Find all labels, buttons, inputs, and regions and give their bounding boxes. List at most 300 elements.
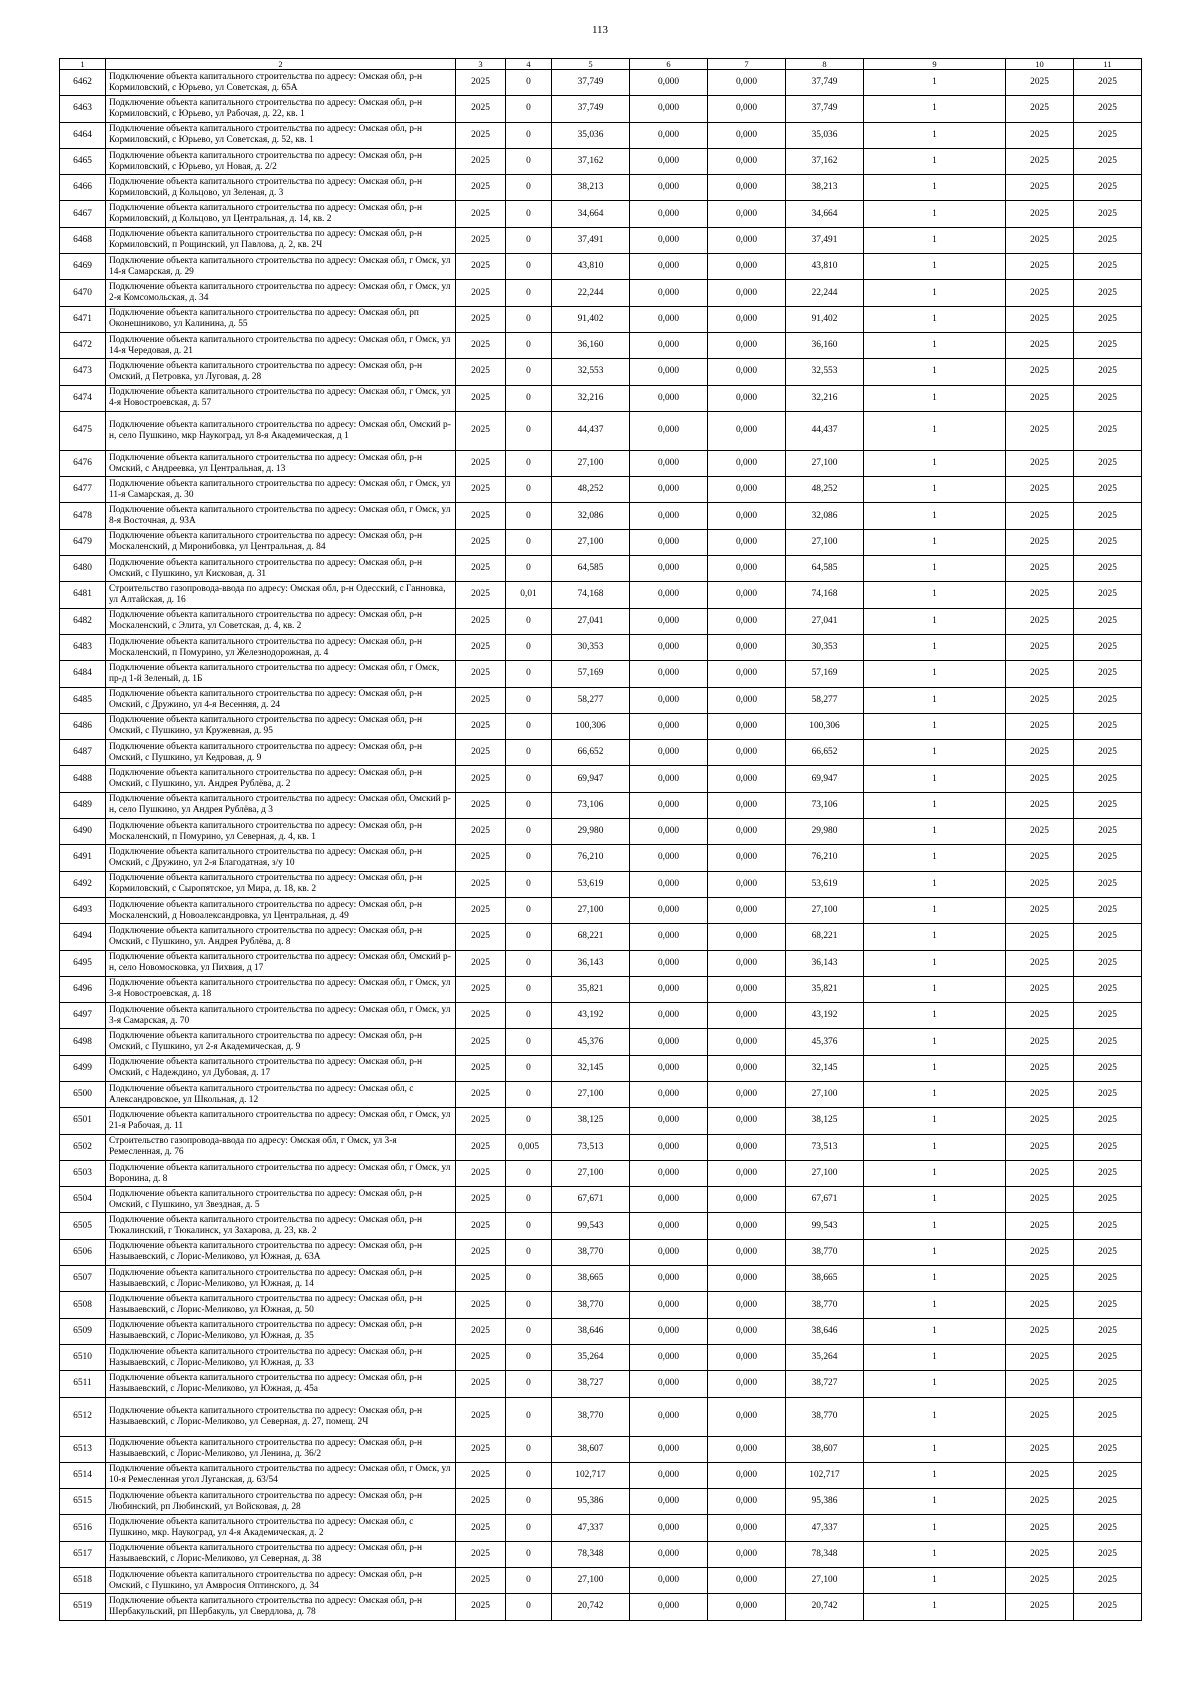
length-cell: 0 — [506, 740, 552, 766]
row-description-cell: Подключение объекта капитального строительства по адресу: Омская обл, р-н Кормиловский, п Рощинский, ул Павлова, д. 2, кв. 2Ч — [106, 227, 456, 253]
cost-total-cell: 32,145 — [552, 1055, 630, 1081]
cost-6-cell: 0,000 — [630, 661, 708, 687]
start-year-cell: 2025 — [1006, 450, 1074, 476]
cost-total-cell: 37,491 — [552, 227, 630, 253]
cost-6-cell: 0,000 — [630, 740, 708, 766]
year-cell: 2025 — [456, 1371, 506, 1397]
cost-8-cell: 69,947 — [786, 766, 864, 792]
cost-8-cell: 32,145 — [786, 1055, 864, 1081]
quantity-cell: 1 — [864, 1029, 1006, 1055]
row-number-cell: 6482 — [60, 608, 106, 634]
cost-8-cell: 91,402 — [786, 306, 864, 332]
row-description-cell: Подключение объекта капитального строительства по адресу: Омская обл, с Александровское, ул Школьная, д. 12 — [106, 1081, 456, 1107]
cost-7-cell: 0,000 — [708, 661, 786, 687]
start-year-cell: 2025 — [1006, 634, 1074, 660]
row-number-cell: 6502 — [60, 1134, 106, 1160]
year-cell: 2025 — [456, 411, 506, 450]
start-year-cell: 2025 — [1006, 924, 1074, 950]
quantity-cell: 1 — [864, 924, 1006, 950]
cost-6-cell: 0,000 — [630, 1436, 708, 1462]
row-description-cell: Подключение объекта капитального строительства по адресу: Омская обл, г Омск, ул 14-я Чередовая, д. 21 — [106, 332, 456, 358]
cost-6-cell: 0,000 — [630, 1397, 708, 1436]
end-year-cell: 2025 — [1074, 385, 1142, 411]
cost-6-cell: 0,000 — [630, 556, 708, 582]
table-row — [60, 1160, 1142, 1186]
cost-total-cell: 36,160 — [552, 332, 630, 358]
year-cell: 2025 — [456, 148, 506, 174]
table-row — [60, 819, 1142, 845]
start-year-cell: 2025 — [1006, 306, 1074, 332]
cost-8-cell: 38,727 — [786, 1371, 864, 1397]
quantity-cell: 1 — [864, 1515, 1006, 1541]
cost-7-cell: 0,000 — [708, 1318, 786, 1344]
end-year-cell: 2025 — [1074, 503, 1142, 529]
end-year-cell: 2025 — [1074, 332, 1142, 358]
length-cell: 0 — [506, 1292, 552, 1318]
cost-8-cell: 37,162 — [786, 148, 864, 174]
end-year-cell: 2025 — [1074, 306, 1142, 332]
year-cell: 2025 — [456, 332, 506, 358]
quantity-cell: 1 — [864, 503, 1006, 529]
row-number-cell: 6508 — [60, 1292, 106, 1318]
end-year-cell: 2025 — [1074, 1187, 1142, 1213]
end-year-cell: 2025 — [1074, 1292, 1142, 1318]
cost-7-cell: 0,000 — [708, 411, 786, 450]
quantity-cell: 1 — [864, 634, 1006, 660]
quantity-cell: 1 — [864, 1462, 1006, 1488]
start-year-cell: 2025 — [1006, 1055, 1074, 1081]
cost-total-cell: 44,437 — [552, 411, 630, 450]
start-year-cell: 2025 — [1006, 950, 1074, 976]
start-year-cell: 2025 — [1006, 1568, 1074, 1594]
table-row — [60, 227, 1142, 253]
cost-total-cell: 32,553 — [552, 359, 630, 385]
cost-8-cell: 43,810 — [786, 254, 864, 280]
cost-total-cell: 95,386 — [552, 1489, 630, 1515]
row-description-cell: Подключение объекта капитального строительства по адресу: Омская обл, р-н Кормиловский, с Юрьево, ул Новая, д. 2/2 — [106, 148, 456, 174]
cost-6-cell: 0,000 — [630, 254, 708, 280]
length-cell: 0 — [506, 332, 552, 358]
cost-8-cell: 29,980 — [786, 819, 864, 845]
start-year-cell: 2025 — [1006, 1594, 1074, 1620]
length-cell: 0 — [506, 1213, 552, 1239]
column-header: 8 — [786, 59, 864, 70]
year-cell: 2025 — [456, 1397, 506, 1436]
length-cell: 0 — [506, 1568, 552, 1594]
end-year-cell: 2025 — [1074, 1594, 1142, 1620]
end-year-cell: 2025 — [1074, 661, 1142, 687]
start-year-cell: 2025 — [1006, 1436, 1074, 1462]
cost-8-cell: 68,221 — [786, 924, 864, 950]
year-cell: 2025 — [456, 740, 506, 766]
table-row — [60, 70, 1142, 96]
cost-7-cell: 0,000 — [708, 556, 786, 582]
row-description-cell: Подключение объекта капитального строительства по адресу: Омская обл, г Омск, ул 21-я Рабочая, д. 11 — [106, 1108, 456, 1134]
cost-7-cell: 0,000 — [708, 70, 786, 96]
length-cell: 0 — [506, 70, 552, 96]
length-cell: 0 — [506, 122, 552, 148]
row-description-cell: Подключение объекта капитального строительства по адресу: Омская обл, г Омск, ул 3-я Новостроевская, д. 18 — [106, 976, 456, 1002]
year-cell: 2025 — [456, 359, 506, 385]
cost-total-cell: 30,353 — [552, 634, 630, 660]
row-number-cell: 6496 — [60, 976, 106, 1002]
quantity-cell: 1 — [864, 1213, 1006, 1239]
table-row — [60, 175, 1142, 201]
row-number-cell: 6495 — [60, 950, 106, 976]
column-header: 10 — [1006, 59, 1074, 70]
table-row — [60, 122, 1142, 148]
cost-7-cell: 0,000 — [708, 280, 786, 306]
cost-6-cell: 0,000 — [630, 792, 708, 818]
year-cell: 2025 — [456, 1029, 506, 1055]
table-row — [60, 306, 1142, 332]
table-row — [60, 1568, 1142, 1594]
length-cell: 0 — [506, 1436, 552, 1462]
row-description-cell: Подключение объекта капитального строительства по адресу: Омская обл, г Омск, пр-д 1-й Зеленый, д. 1Б — [106, 661, 456, 687]
cost-7-cell: 0,000 — [708, 950, 786, 976]
cost-6-cell: 0,000 — [630, 122, 708, 148]
year-cell: 2025 — [456, 1594, 506, 1620]
year-cell: 2025 — [456, 477, 506, 503]
cost-6-cell: 0,000 — [630, 385, 708, 411]
row-number-cell: 6513 — [60, 1436, 106, 1462]
cost-6-cell: 0,000 — [630, 924, 708, 950]
cost-6-cell: 0,000 — [630, 1081, 708, 1107]
table-row — [60, 976, 1142, 1002]
cost-7-cell: 0,000 — [708, 634, 786, 660]
length-cell: 0,005 — [506, 1134, 552, 1160]
quantity-cell: 1 — [864, 1081, 1006, 1107]
length-cell: 0 — [506, 1541, 552, 1567]
end-year-cell: 2025 — [1074, 871, 1142, 897]
end-year-cell: 2025 — [1074, 766, 1142, 792]
cost-8-cell: 67,671 — [786, 1187, 864, 1213]
cost-7-cell: 0,000 — [708, 1344, 786, 1370]
table-row — [60, 556, 1142, 582]
year-cell: 2025 — [456, 661, 506, 687]
length-cell: 0 — [506, 950, 552, 976]
row-description-cell: Подключение объекта капитального строительства по адресу: Омская обл, г Омск, ул Воронина, д. 8 — [106, 1160, 456, 1186]
table-row — [60, 1213, 1142, 1239]
start-year-cell: 2025 — [1006, 175, 1074, 201]
row-description-cell: Подключение объекта капитального строительства по адресу: Омская обл, р-н Омский, с Дружино, ул 4-я Весенняя, д. 24 — [106, 687, 456, 713]
quantity-cell: 1 — [864, 96, 1006, 122]
end-year-cell: 2025 — [1074, 1397, 1142, 1436]
end-year-cell: 2025 — [1074, 148, 1142, 174]
row-number-cell: 6469 — [60, 254, 106, 280]
end-year-cell: 2025 — [1074, 897, 1142, 923]
start-year-cell: 2025 — [1006, 1292, 1074, 1318]
table-row — [60, 713, 1142, 739]
cost-6-cell: 0,000 — [630, 175, 708, 201]
cost-6-cell: 0,000 — [630, 1029, 708, 1055]
end-year-cell: 2025 — [1074, 450, 1142, 476]
quantity-cell: 1 — [864, 1541, 1006, 1567]
cost-total-cell: 38,770 — [552, 1239, 630, 1265]
year-cell: 2025 — [456, 306, 506, 332]
quantity-cell: 1 — [864, 227, 1006, 253]
table-row — [60, 1055, 1142, 1081]
end-year-cell: 2025 — [1074, 556, 1142, 582]
start-year-cell: 2025 — [1006, 792, 1074, 818]
cost-7-cell: 0,000 — [708, 96, 786, 122]
cost-7-cell: 0,000 — [708, 385, 786, 411]
cost-8-cell: 38,770 — [786, 1397, 864, 1436]
quantity-cell: 1 — [864, 871, 1006, 897]
cost-total-cell: 64,585 — [552, 556, 630, 582]
end-year-cell: 2025 — [1074, 687, 1142, 713]
end-year-cell: 2025 — [1074, 1462, 1142, 1488]
row-number-cell: 6476 — [60, 450, 106, 476]
cost-8-cell: 38,125 — [786, 1108, 864, 1134]
length-cell: 0 — [506, 254, 552, 280]
length-cell: 0 — [506, 1003, 552, 1029]
cost-7-cell: 0,000 — [708, 148, 786, 174]
end-year-cell: 2025 — [1074, 1489, 1142, 1515]
cost-6-cell: 0,000 — [630, 332, 708, 358]
cost-total-cell: 91,402 — [552, 306, 630, 332]
cost-total-cell: 38,727 — [552, 1371, 630, 1397]
cost-total-cell: 35,036 — [552, 122, 630, 148]
length-cell: 0 — [506, 634, 552, 660]
column-header: 9 — [864, 59, 1006, 70]
cost-7-cell: 0,000 — [708, 1594, 786, 1620]
cost-8-cell: 30,353 — [786, 634, 864, 660]
start-year-cell: 2025 — [1006, 1160, 1074, 1186]
table-header — [60, 59, 1142, 70]
table-row — [60, 1318, 1142, 1344]
cost-8-cell: 27,100 — [786, 1568, 864, 1594]
quantity-cell: 1 — [864, 1318, 1006, 1344]
cost-7-cell: 0,000 — [708, 608, 786, 634]
cost-6-cell: 0,000 — [630, 897, 708, 923]
cost-total-cell: 74,168 — [552, 582, 630, 608]
row-description-cell: Подключение объекта капитального строительства по адресу: Омская обл, р-н Любинский, рп Любинский, ул Войсковая, д. 28 — [106, 1489, 456, 1515]
cost-7-cell: 0,000 — [708, 529, 786, 555]
table-row — [60, 503, 1142, 529]
column-header: 6 — [630, 59, 708, 70]
cost-8-cell: 58,277 — [786, 687, 864, 713]
cost-6-cell: 0,000 — [630, 450, 708, 476]
end-year-cell: 2025 — [1074, 359, 1142, 385]
cost-8-cell: 37,491 — [786, 227, 864, 253]
row-description-cell: Подключение объекта капитального строительства по адресу: Омская обл, р-н Называевский, с Лорис-Меликово, ул Южная, д. 45а — [106, 1371, 456, 1397]
row-description-cell: Строительство газопровода-ввода по адресу: Омская обл, г Омск, ул 3-я Ремесленная, д. 76 — [106, 1134, 456, 1160]
cost-6-cell: 0,000 — [630, 819, 708, 845]
cost-7-cell: 0,000 — [708, 1029, 786, 1055]
cost-total-cell: 38,125 — [552, 1108, 630, 1134]
cost-6-cell: 0,000 — [630, 976, 708, 1002]
cost-7-cell: 0,000 — [708, 582, 786, 608]
table-row — [60, 634, 1142, 660]
cost-6-cell: 0,000 — [630, 1568, 708, 1594]
quantity-cell: 1 — [864, 70, 1006, 96]
cost-7-cell: 0,000 — [708, 1397, 786, 1436]
row-description-cell: Подключение объекта капитального строительства по адресу: Омская обл, г Омск, ул 10-я Ремесленная угол Луганская, д. 63/54 — [106, 1462, 456, 1488]
quantity-cell: 1 — [864, 529, 1006, 555]
year-cell: 2025 — [456, 1108, 506, 1134]
end-year-cell: 2025 — [1074, 1515, 1142, 1541]
end-year-cell: 2025 — [1074, 713, 1142, 739]
length-cell: 0 — [506, 713, 552, 739]
year-cell: 2025 — [456, 96, 506, 122]
end-year-cell: 2025 — [1074, 529, 1142, 555]
table-row — [60, 1266, 1142, 1292]
cost-total-cell: 38,213 — [552, 175, 630, 201]
end-year-cell: 2025 — [1074, 1108, 1142, 1134]
cost-8-cell: 38,607 — [786, 1436, 864, 1462]
length-cell: 0 — [506, 819, 552, 845]
cost-6-cell: 0,000 — [630, 1541, 708, 1567]
table-row — [60, 359, 1142, 385]
year-cell: 2025 — [456, 1003, 506, 1029]
row-description-cell: Подключение объекта капитального строительства по адресу: Омская обл, р-н Омский, с Андреевка, ул Центральная, д. 13 — [106, 450, 456, 476]
row-number-cell: 6506 — [60, 1239, 106, 1265]
start-year-cell: 2025 — [1006, 1318, 1074, 1344]
end-year-cell: 2025 — [1074, 1318, 1142, 1344]
row-description-cell: Подключение объекта капитального строительства по адресу: Омская обл, р-н Кормиловский, с Юрьево, ул Советская, д. 52, кв. 1 — [106, 122, 456, 148]
length-cell: 0 — [506, 1594, 552, 1620]
row-description-cell: Подключение объекта капитального строительства по адресу: Омская обл, р-н Омский, с Пушкино, ул Звездная, д. 5 — [106, 1187, 456, 1213]
cost-8-cell: 95,386 — [786, 1489, 864, 1515]
cost-6-cell: 0,000 — [630, 201, 708, 227]
cost-total-cell: 37,749 — [552, 70, 630, 96]
quantity-cell: 1 — [864, 1568, 1006, 1594]
end-year-cell: 2025 — [1074, 792, 1142, 818]
cost-total-cell: 47,337 — [552, 1515, 630, 1541]
cost-6-cell: 0,000 — [630, 1489, 708, 1515]
length-cell: 0 — [506, 1239, 552, 1265]
length-cell: 0 — [506, 227, 552, 253]
row-number-cell: 6462 — [60, 70, 106, 96]
cost-7-cell: 0,000 — [708, 792, 786, 818]
cost-total-cell: 100,306 — [552, 713, 630, 739]
length-cell: 0 — [506, 556, 552, 582]
column-header: 11 — [1074, 59, 1142, 70]
row-number-cell: 6516 — [60, 1515, 106, 1541]
quantity-cell: 1 — [864, 1003, 1006, 1029]
cost-8-cell: 78,348 — [786, 1541, 864, 1567]
row-number-cell: 6474 — [60, 385, 106, 411]
cost-8-cell: 64,585 — [786, 556, 864, 582]
length-cell: 0 — [506, 503, 552, 529]
start-year-cell: 2025 — [1006, 819, 1074, 845]
cost-8-cell: 34,664 — [786, 201, 864, 227]
table-row — [60, 411, 1142, 450]
row-number-cell: 6486 — [60, 713, 106, 739]
row-number-cell: 6477 — [60, 477, 106, 503]
cost-total-cell: 76,210 — [552, 845, 630, 871]
row-description-cell: Подключение объекта капитального строительства по адресу: Омская обл, р-н Омский, с Пушкино, ул. Андрея Рублёва, д. 2 — [106, 766, 456, 792]
row-number-cell: 6509 — [60, 1318, 106, 1344]
cost-8-cell: 32,086 — [786, 503, 864, 529]
cost-8-cell: 22,244 — [786, 280, 864, 306]
cost-6-cell: 0,000 — [630, 306, 708, 332]
cost-7-cell: 0,000 — [708, 1081, 786, 1107]
cost-6-cell: 0,000 — [630, 359, 708, 385]
start-year-cell: 2025 — [1006, 1003, 1074, 1029]
table-row — [60, 1397, 1142, 1436]
table-row — [60, 1134, 1142, 1160]
cost-6-cell: 0,000 — [630, 687, 708, 713]
table-row — [60, 1081, 1142, 1107]
year-cell: 2025 — [456, 845, 506, 871]
cost-7-cell: 0,000 — [708, 1213, 786, 1239]
row-description-cell: Подключение объекта капитального строительства по адресу: Омская обл, Омский р-н, село Новомосковка, ул Пихвия, д 17 — [106, 950, 456, 976]
quantity-cell: 1 — [864, 175, 1006, 201]
cost-6-cell: 0,000 — [630, 1515, 708, 1541]
cost-total-cell: 32,216 — [552, 385, 630, 411]
quantity-cell: 1 — [864, 280, 1006, 306]
row-number-cell: 6467 — [60, 201, 106, 227]
row-number-cell: 6518 — [60, 1568, 106, 1594]
cost-6-cell: 0,000 — [630, 1213, 708, 1239]
cost-8-cell: 38,213 — [786, 175, 864, 201]
row-description-cell: Подключение объекта капитального строительства по адресу: Омская обл, р-н Называевский, с Лорис-Меликово, ул Северная, д. 27, помещ. 2Ч — [106, 1397, 456, 1436]
row-description-cell: Подключение объекта капитального строительства по адресу: Омская обл, рп Оконешниково, ул Калинина, д. 55 — [106, 306, 456, 332]
table-row — [60, 332, 1142, 358]
year-cell: 2025 — [456, 976, 506, 1002]
length-cell: 0 — [506, 1462, 552, 1488]
table-row — [60, 845, 1142, 871]
row-description-cell: Подключение объекта капитального строительства по адресу: Омская обл, р-н Кормиловский, с Юрьево, ул Советская, д. 65А — [106, 70, 456, 96]
cost-total-cell: 27,100 — [552, 1568, 630, 1594]
cost-8-cell: 36,160 — [786, 332, 864, 358]
start-year-cell: 2025 — [1006, 477, 1074, 503]
length-cell: 0 — [506, 1318, 552, 1344]
length-cell: 0 — [506, 1515, 552, 1541]
cost-7-cell: 0,000 — [708, 845, 786, 871]
length-cell: 0 — [506, 1344, 552, 1370]
length-cell: 0 — [506, 385, 552, 411]
row-description-cell: Подключение объекта капитального строительства по адресу: Омская обл, г Омск, ул 8-я Восточная, д. 93А — [106, 503, 456, 529]
cost-6-cell: 0,000 — [630, 1003, 708, 1029]
quantity-cell: 1 — [864, 1108, 1006, 1134]
cost-total-cell: 67,671 — [552, 1187, 630, 1213]
year-cell: 2025 — [456, 227, 506, 253]
cost-8-cell: 32,216 — [786, 385, 864, 411]
cost-8-cell: 73,513 — [786, 1134, 864, 1160]
cost-7-cell: 0,000 — [708, 332, 786, 358]
start-year-cell: 2025 — [1006, 661, 1074, 687]
year-cell: 2025 — [456, 1160, 506, 1186]
cost-8-cell: 45,376 — [786, 1029, 864, 1055]
cost-total-cell: 37,749 — [552, 96, 630, 122]
cost-8-cell: 37,749 — [786, 70, 864, 96]
column-header: 4 — [506, 59, 552, 70]
start-year-cell: 2025 — [1006, 503, 1074, 529]
row-number-cell: 6480 — [60, 556, 106, 582]
cost-total-cell: 43,810 — [552, 254, 630, 280]
cost-6-cell: 0,000 — [630, 280, 708, 306]
cost-7-cell: 0,000 — [708, 819, 786, 845]
cost-8-cell: 48,252 — [786, 477, 864, 503]
length-cell: 0 — [506, 306, 552, 332]
start-year-cell: 2025 — [1006, 1134, 1074, 1160]
table-row — [60, 1489, 1142, 1515]
row-description-cell: Подключение объекта капитального строительства по адресу: Омская обл, р-н Омский, с Пушкино, ул Кисковая, д. 31 — [106, 556, 456, 582]
row-number-cell: 6479 — [60, 529, 106, 555]
cost-7-cell: 0,000 — [708, 1462, 786, 1488]
start-year-cell: 2025 — [1006, 1515, 1074, 1541]
row-number-cell: 6499 — [60, 1055, 106, 1081]
quantity-cell: 1 — [864, 661, 1006, 687]
cost-7-cell: 0,000 — [708, 122, 786, 148]
length-cell: 0 — [506, 608, 552, 634]
row-description-cell: Подключение объекта капитального строительства по адресу: Омская обл, Омский р-н, село Пушкино, ул Андрея Рублёва, д 3 — [106, 792, 456, 818]
table-row — [60, 1029, 1142, 1055]
start-year-cell: 2025 — [1006, 1462, 1074, 1488]
